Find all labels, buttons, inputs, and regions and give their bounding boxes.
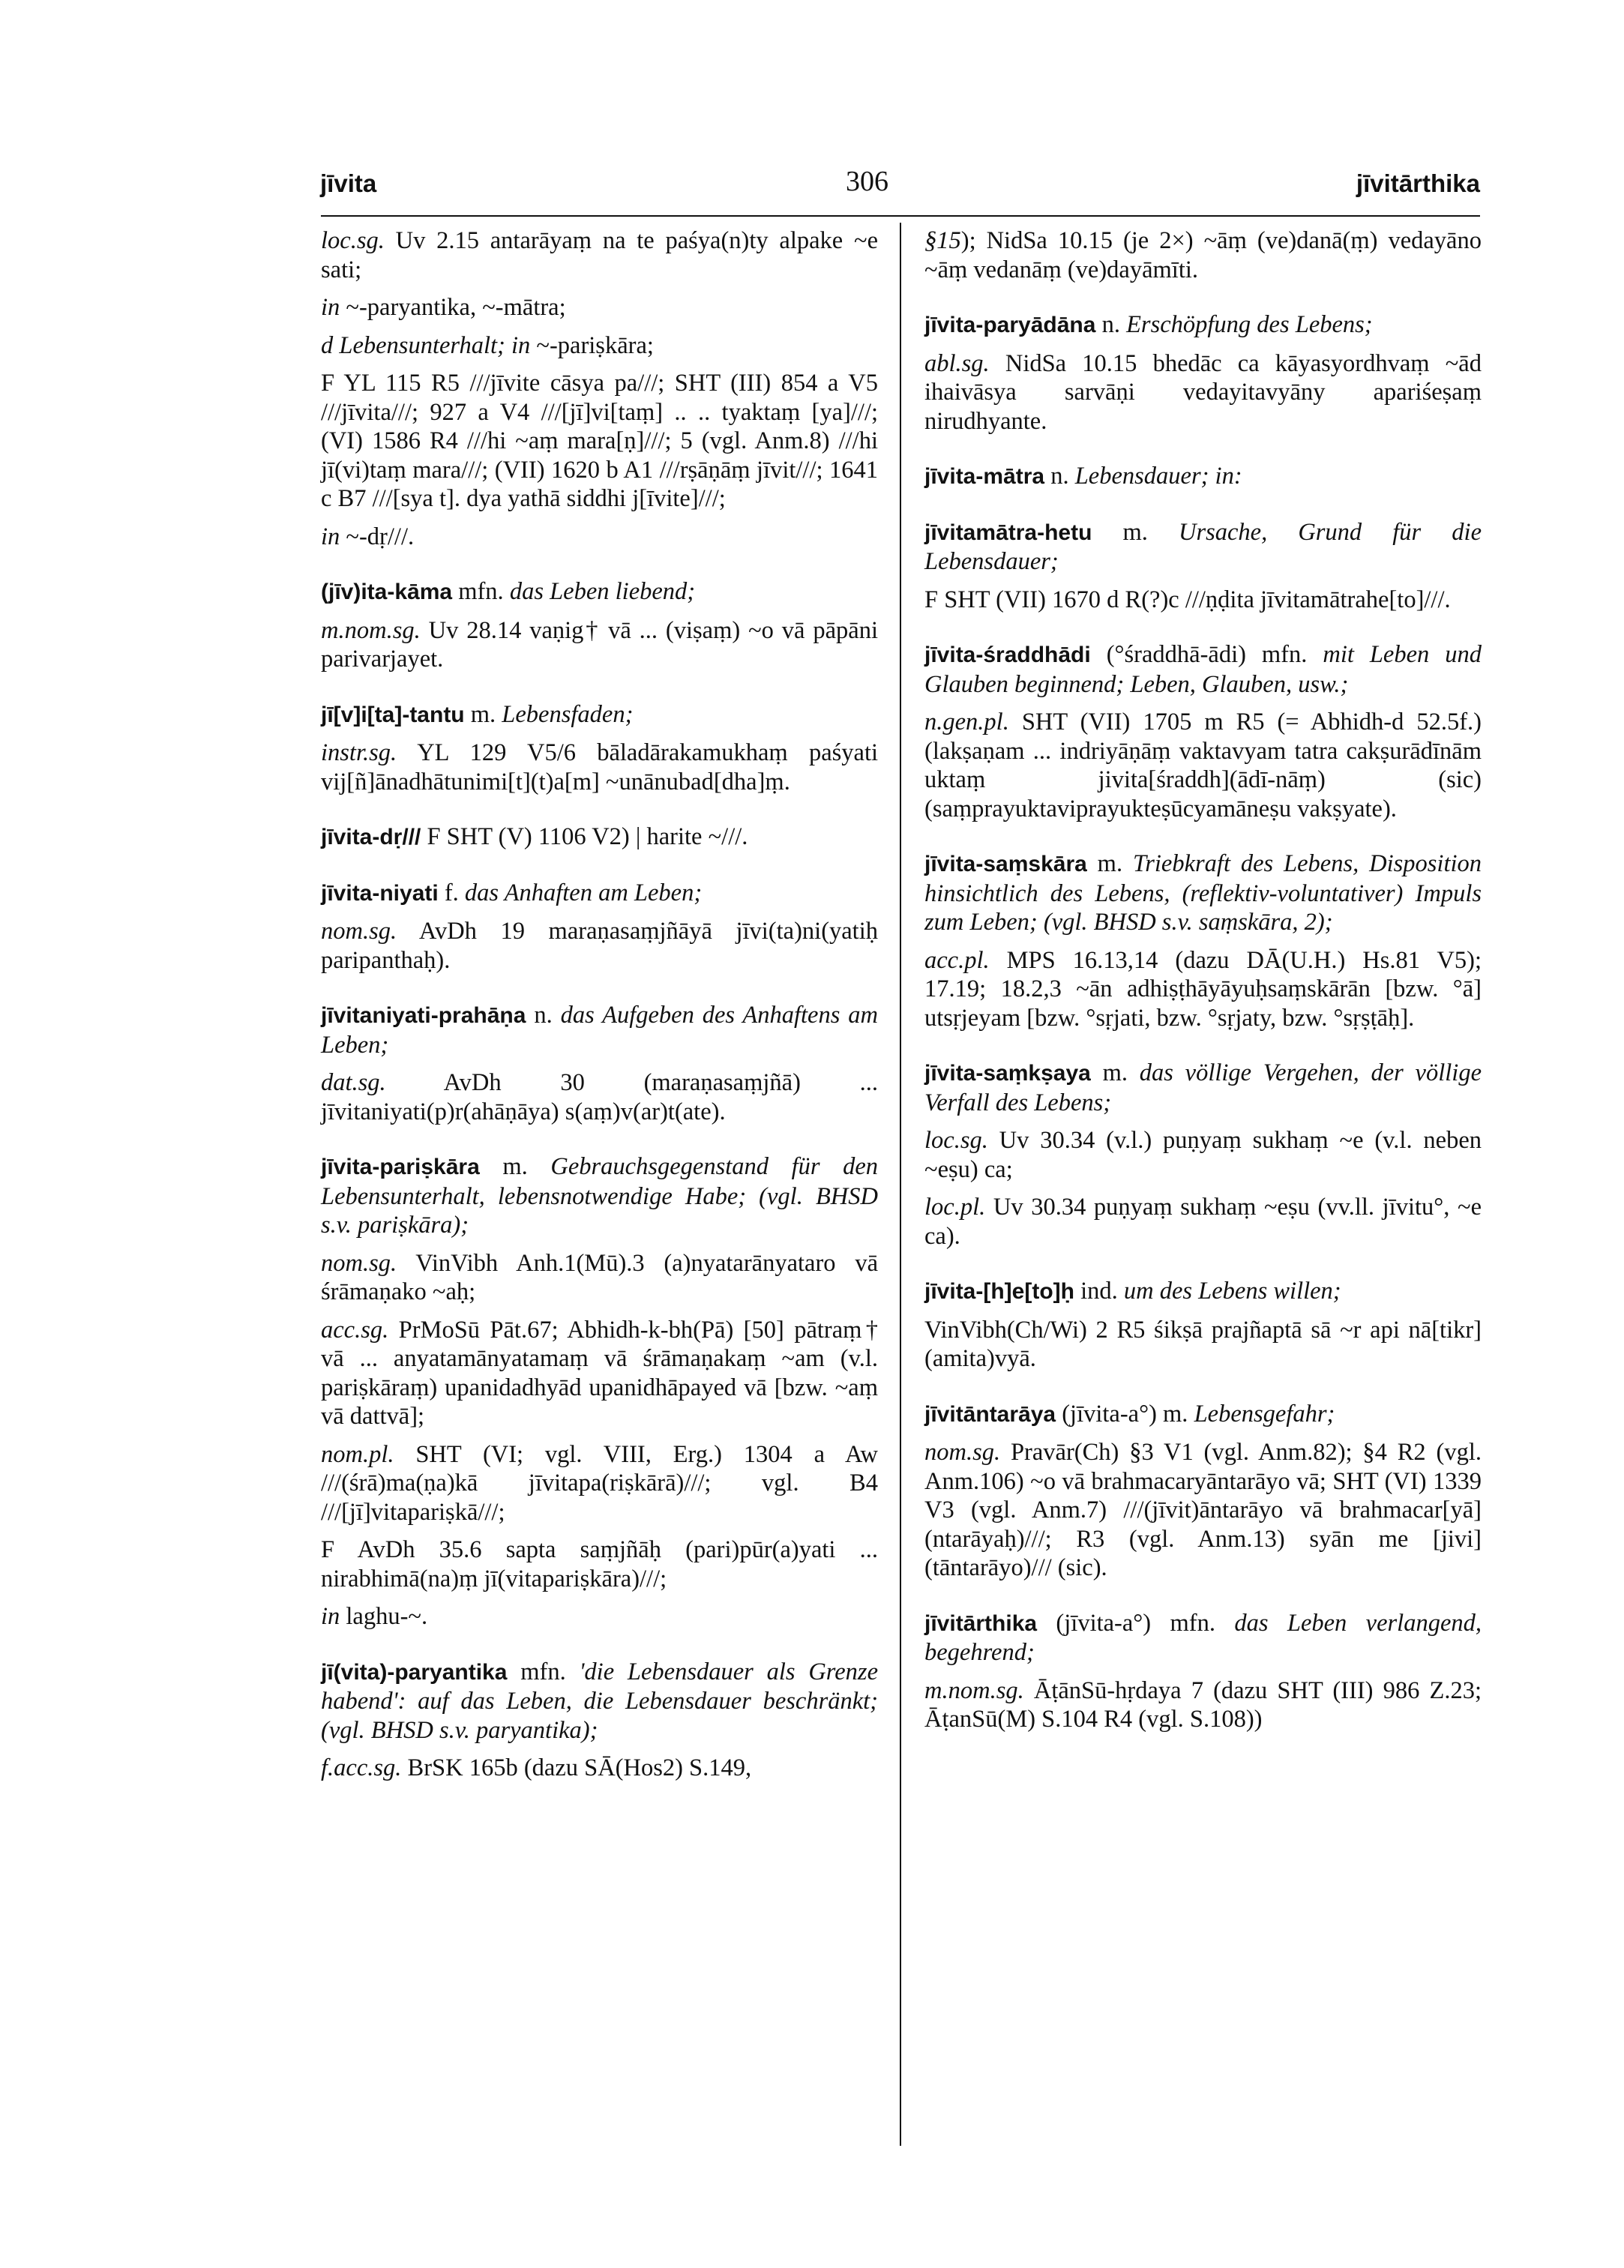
- gloss: Ursache, Grund für die Lebensdauer;: [924, 518, 1482, 575]
- citation-line: [321, 1602, 878, 1631]
- citation-text: AvDh 19 maraṇasaṃjñāyā jīvi(ta)ni(yatiḥ paripanthaḥ).: [321, 918, 878, 974]
- left-column: [321, 226, 878, 1809]
- dictionary-entry: [321, 226, 878, 551]
- gloss: Lebensfaden;: [502, 700, 634, 728]
- grammatical-label: in: [321, 523, 340, 550]
- grammatical-label: f.acc.sg.: [321, 1754, 402, 1781]
- citation-text: Uv 30.34 (v.l.) puṇyaṃ sukhaṃ ~e (v.l. neben ~eṣu) ca;: [924, 1127, 1482, 1183]
- gloss: Lebensgefahr;: [1194, 1400, 1335, 1428]
- citation-line: [321, 523, 878, 552]
- entry-headline: [321, 1658, 878, 1745]
- part-of-speech: F SHT (V) 1106 V2) | harite ~///.: [421, 823, 748, 850]
- part-of-speech: m.: [1092, 518, 1179, 546]
- citation-line: [924, 586, 1482, 615]
- page-number: 306: [846, 166, 888, 197]
- dictionary-entry: [924, 1609, 1482, 1734]
- citation-line: [924, 1316, 1482, 1374]
- lemma: jīvita-saṃkṣaya: [924, 1061, 1091, 1086]
- grammatical-label: nom.sg.: [321, 1249, 397, 1277]
- citation-text: Uv 2.15 antarāyaṃ na te paśya(n)ty alpake ~e sati;: [321, 227, 878, 283]
- running-head-right: jīvitārthika: [1356, 169, 1480, 197]
- gloss: mit Leben und Glauben beginnend; Leben, Glauben, usw.;: [924, 641, 1482, 698]
- gloss: 'die Lebensdauer als Grenze habend': auf das Leben, die Lebensdauer beschränkt; (vgl. BHSD s.v. paryantika);: [321, 1658, 878, 1744]
- citation-line: [321, 331, 878, 361]
- citation-text: F AvDh 35.6 sapta saṃjñāḥ (pari)pūr(a)yati ... nirabhimā(na)ṃ jī(vitapariṣkāra)///;: [321, 1536, 878, 1592]
- citation-text: SHT (VII) 1705 m R5 (= Abhidh-d 52.5f.) (lakṣaṇam ... indriyāṇāṃ vaktavyam tatra cakṣurādīnām uktaṃ jivita[śraddh](ādī-nāṃ) (sic) (saṃprayuktaviprayukteṣūcyamāneṣu vakṣyate).: [924, 709, 1482, 822]
- entry-headline: [924, 518, 1482, 577]
- grammatical-label: d Lebensunterhalt; in: [321, 331, 531, 359]
- grammatical-label: abl.sg.: [924, 349, 990, 377]
- entry-headline: [321, 577, 878, 607]
- citation-text: SHT (VI; vgl. VIII, Erg.) 1304 a Aw ///(śrā)ma(ṇa)kā jīvitapa(riṣkārā)///; vgl. B4 ///[jī]vitapariṣkā///;: [321, 1440, 878, 1526]
- citation-text: ); NidSa 10.15 (je 2×) ~āṃ (ve)danā(ṃ) vedayāno ~āṃ vedanāṃ (ve)dayāmīti.: [924, 227, 1482, 283]
- entry-headline: [321, 1152, 878, 1240]
- part-of-speech: n.: [526, 1002, 561, 1029]
- part-of-speech: mfn.: [452, 578, 510, 605]
- dictionary-entry: [924, 849, 1482, 1032]
- citation-line: [321, 616, 878, 674]
- part-of-speech: n.: [1095, 311, 1127, 338]
- part-of-speech: (jīvita-a°) m.: [1056, 1400, 1194, 1428]
- dictionary-entry: [924, 640, 1482, 823]
- lemma: jīvitamātra-hetu: [924, 520, 1092, 545]
- gloss: Gebrauchsgegenstand für den Lebensunterhalt, lebensnotwendige Habe; (vgl. BHSD s.v. pariṣkāra);: [321, 1153, 879, 1239]
- grammatical-label: acc.sg.: [321, 1316, 389, 1344]
- citation-text: MPS 16.13,14 (dazu DĀ(U.H.) Hs.81 V5); 17.19; 18.2,3 ~ān adhiṣṭhāyāyuḥsaṃskārān [bzw. °ā] utsṛjeyam [bzw. °sṛjati, bzw. °sṛjaty, bzw. °sṛṣṭāḥ].: [924, 946, 1482, 1032]
- part-of-speech: m.: [464, 700, 502, 728]
- grammatical-label: nom.sg.: [321, 918, 397, 945]
- citation-text: NidSa 10.15 bhedāc ca kāyasyordhvaṃ ~ād ihaivāsya sarvāṇi vedayitavyāny apariśeṣaṃ nirudhyante.: [924, 349, 1482, 435]
- gloss: das Aufgeben des Anhaftens am Leben;: [321, 1002, 879, 1059]
- citation-line: [321, 1068, 878, 1126]
- dictionary-entry: [924, 1277, 1482, 1374]
- citation-line: [924, 946, 1482, 1033]
- citation-line: [321, 1440, 878, 1527]
- entry-headline: [924, 1400, 1482, 1430]
- citation-line: [924, 1438, 1482, 1583]
- entry-headline: [321, 700, 878, 730]
- dictionary-entry: [924, 518, 1482, 615]
- lemma: jīvita-dṛ///: [321, 825, 421, 849]
- citation-text: BrSK 165b (dazu SĀ(Hos2) S.149,: [401, 1754, 752, 1781]
- gloss: das Leben liebend;: [509, 578, 696, 605]
- lemma: jīvita-saṃskāra: [924, 852, 1087, 876]
- dictionary-entry: [924, 462, 1482, 492]
- entry-headline: [924, 1609, 1482, 1667]
- part-of-speech: ind.: [1074, 1278, 1124, 1305]
- lemma: jīvita-mātra: [924, 464, 1045, 489]
- citation-text: Uv 30.34 puṇyaṃ sukhaṃ ~eṣu (vv.ll. jīvitu°, ~e ca).: [924, 1194, 1482, 1250]
- entry-headline: [924, 1059, 1482, 1117]
- grammatical-label: in: [321, 1603, 340, 1630]
- entry-headline: [924, 310, 1482, 340]
- grammatical-label: m.nom.sg.: [924, 1676, 1024, 1704]
- lemma: jīvita-paryādāna: [924, 313, 1096, 337]
- citation-line: [924, 708, 1482, 823]
- grammatical-label: m.nom.sg.: [321, 616, 421, 644]
- citation-line: [924, 1126, 1482, 1184]
- gloss: Lebensdauer; in:: [1074, 463, 1242, 490]
- citation-text: PrMoSū Pāt.67; Abhidh-k-bh(Pā) [50] pātraṃ† vā ... anyatamānyatamaṃ vā śrāmaṇakaṃ ~am (v.l. pariṣkāraṃ) upanidadhyād upanidhāpayed vā [bzw. ~aṃ vā dattvā];: [321, 1316, 878, 1430]
- lemma: jī(vita)-paryantika: [321, 1659, 508, 1685]
- gloss: das Leben verlangend, begehrend;: [924, 1609, 1482, 1666]
- dictionary-entry: [321, 1001, 878, 1126]
- citation-text: YL 129 V5/6 bāladārakamukhaṃ paśyati vij[ñ]ānadhātunimi[t](t)a[m] ~unānubad[dha]ṃ.: [321, 739, 878, 795]
- grammatical-label: loc.pl.: [924, 1194, 986, 1221]
- part-of-speech: n.: [1044, 463, 1075, 490]
- part-of-speech: m.: [1086, 850, 1133, 877]
- citation-text: laghu-~.: [340, 1603, 428, 1630]
- grammatical-label: n.gen.pl.: [924, 709, 1009, 736]
- part-of-speech: mfn.: [507, 1658, 580, 1685]
- lemma: jīvitaniyati-prahāṇa: [321, 1003, 526, 1028]
- lemma: jīvita-[h]e[to]ḥ: [924, 1279, 1074, 1304]
- entry-headline: [321, 879, 878, 909]
- citation-text: F YL 115 R5 ///jīvite cāsya pa///; SHT (III) 854 a V5 ///jīvita///; 927 a V4 ///[jī]vi[taṃ] .. .. tyaktaṃ [ya]///; (VI) 1586 R4 ///hi ~aṃ mara[ṇ]///; 5 (vgl. Anm.8) ///hi jī(vi)taṃ mara///; (VII) 1620 b A1 ///rṣāṇāṃ jīvit///; 1641 c B7 ///[sya t]. dya yathā siddhi j[īvite]///;: [321, 370, 878, 512]
- running-head-left: jīvita: [320, 169, 377, 197]
- grammatical-label: loc.sg.: [924, 1127, 988, 1154]
- dictionary-entry: [924, 310, 1482, 436]
- part-of-speech: f.: [438, 879, 465, 906]
- gloss: Triebkraft des Lebens, Disposition hinsichtlich des Lebens, (reflektiv-voluntativer) Impuls zum Leben; (vgl. BHSD s.v. saṃskāra, 2);: [924, 850, 1482, 936]
- dictionary-entry: [924, 1400, 1482, 1583]
- lemma: jīvita-niyati: [321, 880, 439, 906]
- citation-line: [924, 226, 1482, 284]
- dictionary-entry: [321, 1658, 878, 1783]
- entry-headline: [924, 462, 1482, 492]
- entry-headline: [924, 1277, 1482, 1307]
- lemma: jīvita-śraddhādi: [924, 643, 1091, 667]
- dictionary-entry: [924, 1059, 1482, 1251]
- entry-headline: [321, 1001, 878, 1059]
- citation-text: VinVibh Anh.1(Mū).3 (a)nyatarānyataro vā śrāmaṇako ~aḥ;: [321, 1249, 878, 1305]
- entry-headline: [924, 849, 1482, 937]
- lemma: jīvitāntarāya: [924, 1401, 1056, 1427]
- grammatical-label: acc.pl.: [924, 946, 990, 974]
- grammatical-label: in: [321, 294, 340, 321]
- column-divider: [900, 223, 901, 2146]
- lemma: (jīv)ita-kāma: [321, 580, 453, 604]
- citation-line: [321, 1249, 878, 1307]
- citation-text: AvDh 30 (maraṇasaṃjñā) ... jīvitaniyati(p)r(ahāṇāya) s(aṃ)v(ar)t(ate).: [321, 1069, 878, 1125]
- lemma: jīvita-pariṣkāra: [321, 1155, 480, 1179]
- dictionary-entry: [321, 879, 878, 975]
- grammatical-label: nom.sg.: [924, 1439, 1001, 1466]
- citation-line: [321, 1316, 878, 1431]
- grammatical-label: nom.pl.: [321, 1440, 394, 1468]
- part-of-speech: (°śraddhā-ādi) mfn.: [1090, 641, 1323, 668]
- citation-text: ĀṭānSū-hṛdaya 7 (dazu SHT (III) 986 Z.23; ĀṭanSū(M) S.104 R4 (vgl. S.108)): [924, 1676, 1482, 1733]
- dictionary-entry: [321, 700, 878, 797]
- citation-text: ~-paryantika, ~-mātra;: [340, 294, 566, 321]
- right-column: [924, 226, 1482, 1760]
- citation-line: [321, 739, 878, 796]
- citation-line: [924, 349, 1482, 436]
- citation-line: [321, 369, 878, 514]
- citation-line: [321, 293, 878, 322]
- citation-line: [321, 917, 878, 975]
- entry-headline: [924, 640, 1482, 699]
- grammatical-label: §15: [924, 227, 961, 254]
- grammatical-label: dat.sg.: [321, 1069, 386, 1096]
- gloss: das völlige Vergehen, der völlige Verfall des Lebens;: [924, 1059, 1482, 1116]
- dictionary-entry: [321, 822, 878, 852]
- dictionary-entry: [321, 577, 878, 674]
- citation-text: ~-pariṣkāra;: [530, 331, 654, 359]
- citation-text: ~-dṛ///.: [340, 523, 415, 550]
- gloss: Erschöpfung des Lebens;: [1126, 311, 1373, 338]
- part-of-speech: m.: [479, 1153, 551, 1180]
- citation-line: [321, 1754, 878, 1783]
- citation-text: F SHT (VII) 1670 d R(?)c ///ṇḍita jīvitamātrahe[to]///.: [924, 586, 1451, 613]
- citation-text: VinVibh(Ch/Wi) 2 R5 śikṣā prajñaptā sā ~r api nā[tikr](amita)vyā.: [924, 1316, 1482, 1372]
- lemma: jī[v]i[ta]-tantu: [321, 702, 465, 727]
- dictionary-entry: [924, 226, 1482, 284]
- citation-line: [924, 1193, 1482, 1251]
- gloss: um des Lebens willen;: [1123, 1278, 1341, 1305]
- header-rule: [321, 215, 1480, 217]
- part-of-speech: m.: [1090, 1059, 1140, 1086]
- grammatical-label: instr.sg.: [321, 739, 397, 766]
- gloss: das Anhaften am Leben;: [464, 879, 703, 906]
- citation-line: [924, 1676, 1482, 1734]
- lemma: jīvitārthika: [924, 1610, 1038, 1636]
- dictionary-entry: [321, 1152, 878, 1631]
- grammatical-label: loc.sg.: [321, 227, 385, 254]
- part-of-speech: (jīvita-a°) mfn.: [1037, 1609, 1235, 1637]
- entry-headline: [321, 822, 878, 852]
- citation-text: Pravār(Ch) §3 V1 (vgl. Anm.82); §4 R2 (vgl. Anm.106) ~o vā brahmacaryāntarāyo vā; SHT (VI) 1339 V3 (vgl. Anm.7) ///(jīvit)āntarāyo vā brahmacar[yā](ntarāyaḥ)///; R3 (vgl. Anm.13) syān me [jivi](tāntarāyo)/// (sic).: [924, 1439, 1482, 1581]
- citation-text: Uv 28.14 vaṇig† vā ... (viṣaṃ) ~o vā pāpāni parivarjayet.: [321, 616, 878, 673]
- citation-line: [321, 1535, 878, 1593]
- citation-line: [321, 226, 878, 284]
